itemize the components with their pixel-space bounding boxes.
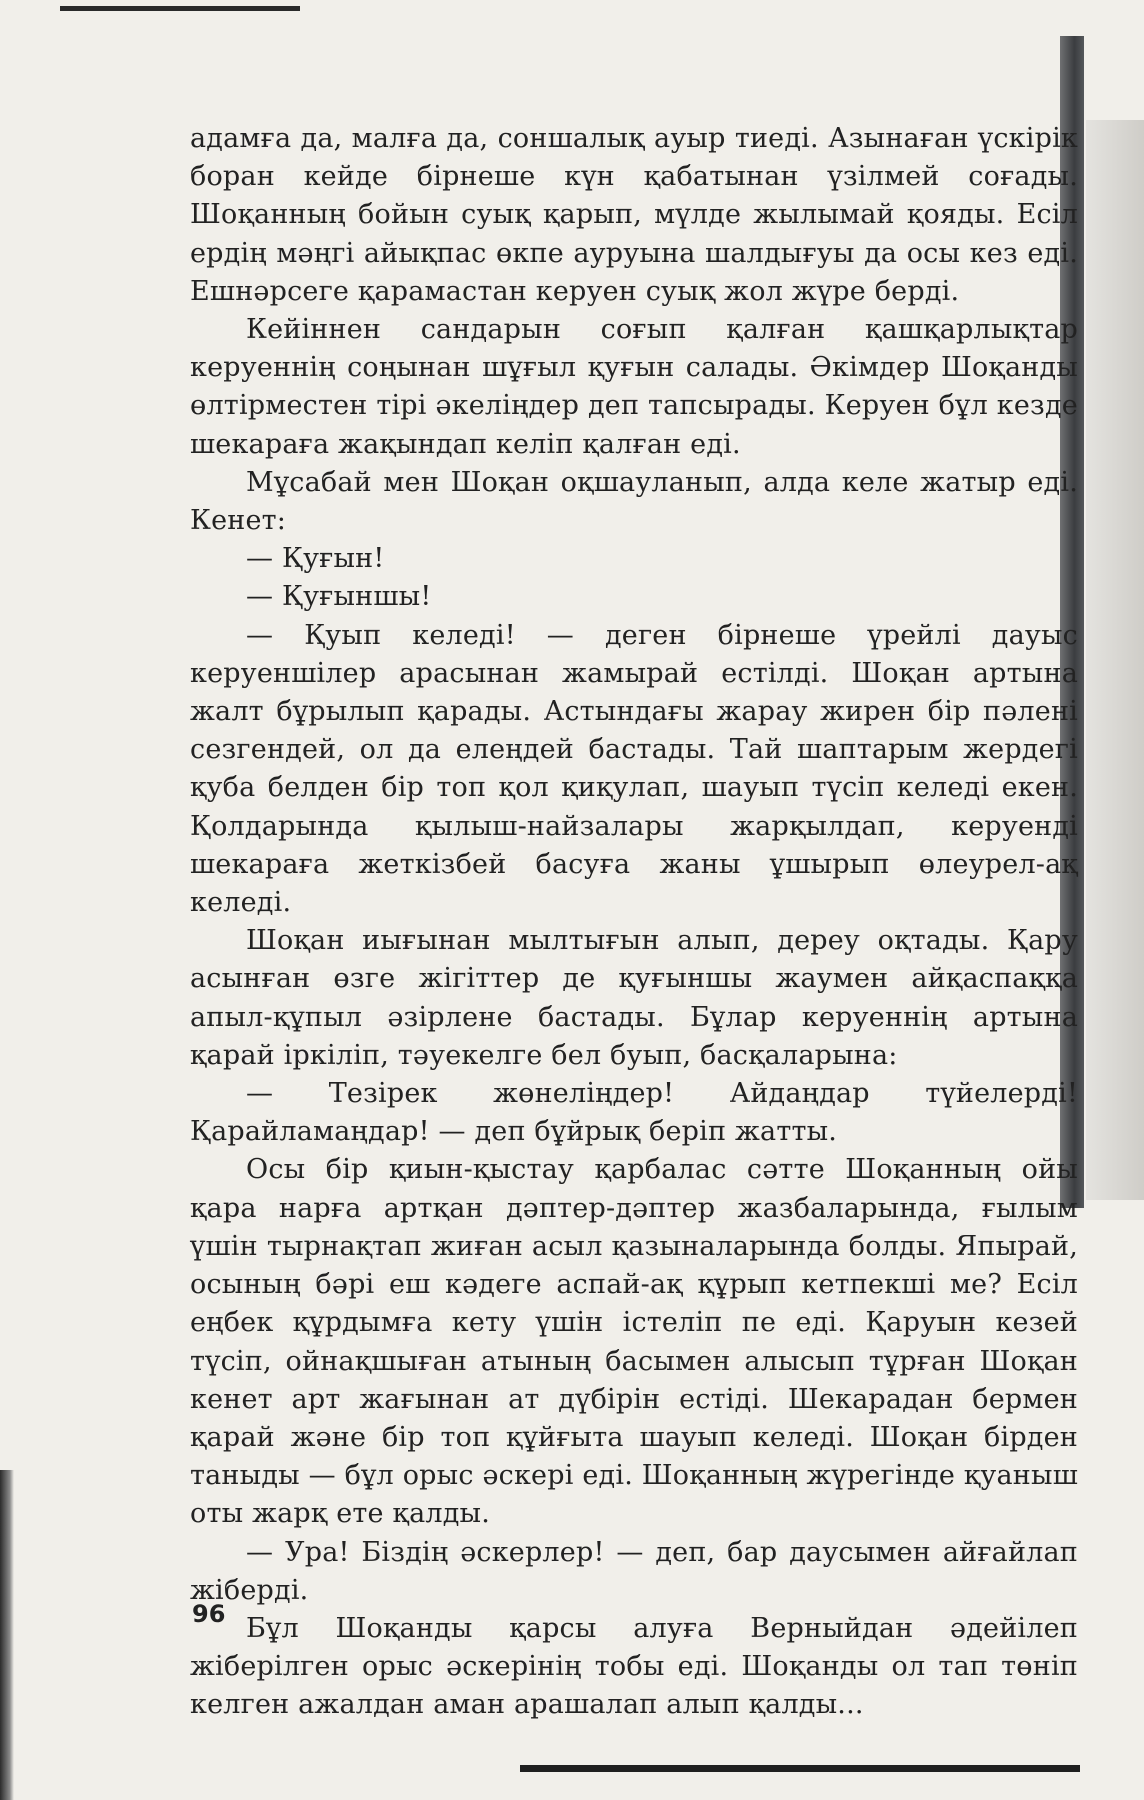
body-text bbox=[190, 120, 1078, 1725]
paragraph: Осы бір қиын-қыстау қарбалас сәтте Шоқанның ойы қара нарға артқан дәптер-дәптер жазбаларында, ғылым үшін тырнақтап жиған асыл қазыналарында болды. Япырай, осының бәрі еш кәдеге аспай-ақ құрып кетпекші ме? Есіл еңбек құрдымға кету үшін істеліп пе еді. Қаруын кезей түсіп, ойнақшыған атының басымен алысып тұрған Шоқан кенет арт жағынан ат дүбірін естіді. Шекарадан бермен қарай және бір топ құйғыта шауып келеді. Шоқан бірден таныды — бұл орыс әскері еді. Шоқанның жүрегінде қуаныш оты жарқ ете қалды. bbox=[190, 1154, 1078, 1530]
left-shadow bbox=[0, 1470, 14, 1800]
top-rule bbox=[60, 6, 300, 11]
paragraph: Шоқан иығынан мылтығын алып, дереу оқтады. Қару асынған өзге жігіттер де қуғыншы жаумен айқаспаққа апыл-құпыл әзірлене бастады. Бұлар керуеннің артына қарай іркіліп, тәуекелге бел буып, басқаларына: bbox=[190, 925, 1078, 1071]
dialogue-line: — Қуғын! bbox=[246, 543, 385, 575]
paragraph: адамға да, малға да, соншалық ауыр тиеді. Азынаған үскірік боран кейде бірнеше күн қабатынан үзілмей соғады. Шоқанның бойын суық қарып, мүлде жылымай қояды. Есіл ердің мәңгі айықпас өкпе ауруына шалдығуы да осы кез еді. Ешнәрсеге қарамастан керуен суық жол жүре берді. bbox=[190, 123, 1078, 307]
paragraph: Кейіннен сандарын соғып қалған қашқарлықтар керуеннің соңынан шұғыл қуғын салады. Әкімдер Шоқанды өлтірместен тірі әкеліңдер деп тапсырады. Керуен бұл кезде шекараға жақындап келіп қалған еді. bbox=[190, 314, 1078, 460]
page-number: 96 bbox=[192, 1600, 226, 1628]
dialogue-line: — Қуғыншы! bbox=[246, 581, 432, 613]
paragraph: Бұл Шоқанды қарсы алуға Верныйдан әдейілеп жіберілген орыс әскерінің тобы еді. Шоқанды ол тап төніп келген ажалдан аман арашалап алып қалды... bbox=[190, 1612, 1078, 1721]
dialogue-line: — Тезірек жөнеліңдер! Айдаңдар түйелерді! Қарайламаңдар! — деп бұйрық беріп жатты. bbox=[190, 1078, 1078, 1148]
facing-page-edge bbox=[1086, 120, 1144, 1200]
paragraph: Мұсабай мен Шоқан оқшауланып, алда келе жатыр еді. Кенет: bbox=[190, 466, 1078, 537]
dialogue-line: — Ура! Біздің әскерлер! — деп, бар даусымен айғайлап жіберді. bbox=[190, 1536, 1078, 1606]
dialogue-line: — Қуып келеді! — деген бірнеше үрейлі дауыс керуеншілер арасынан жамырай естілді. Шоқан артына жалт бұрылып қарады. Астындағы жарау жирен бір пәлені сезгендей, ол да елеңдей бастады. Тай шаптарым жердегі қуба белден бір топ қол қиқулап, шауып түсіп келеді екен. Қолдарында қылыш-найзалары жарқылдап, керуенді шекараға жеткізбей басуға жаны ұшырып өлеурел-ақ келеді. bbox=[190, 619, 1078, 919]
bottom-rule bbox=[520, 1765, 1080, 1772]
